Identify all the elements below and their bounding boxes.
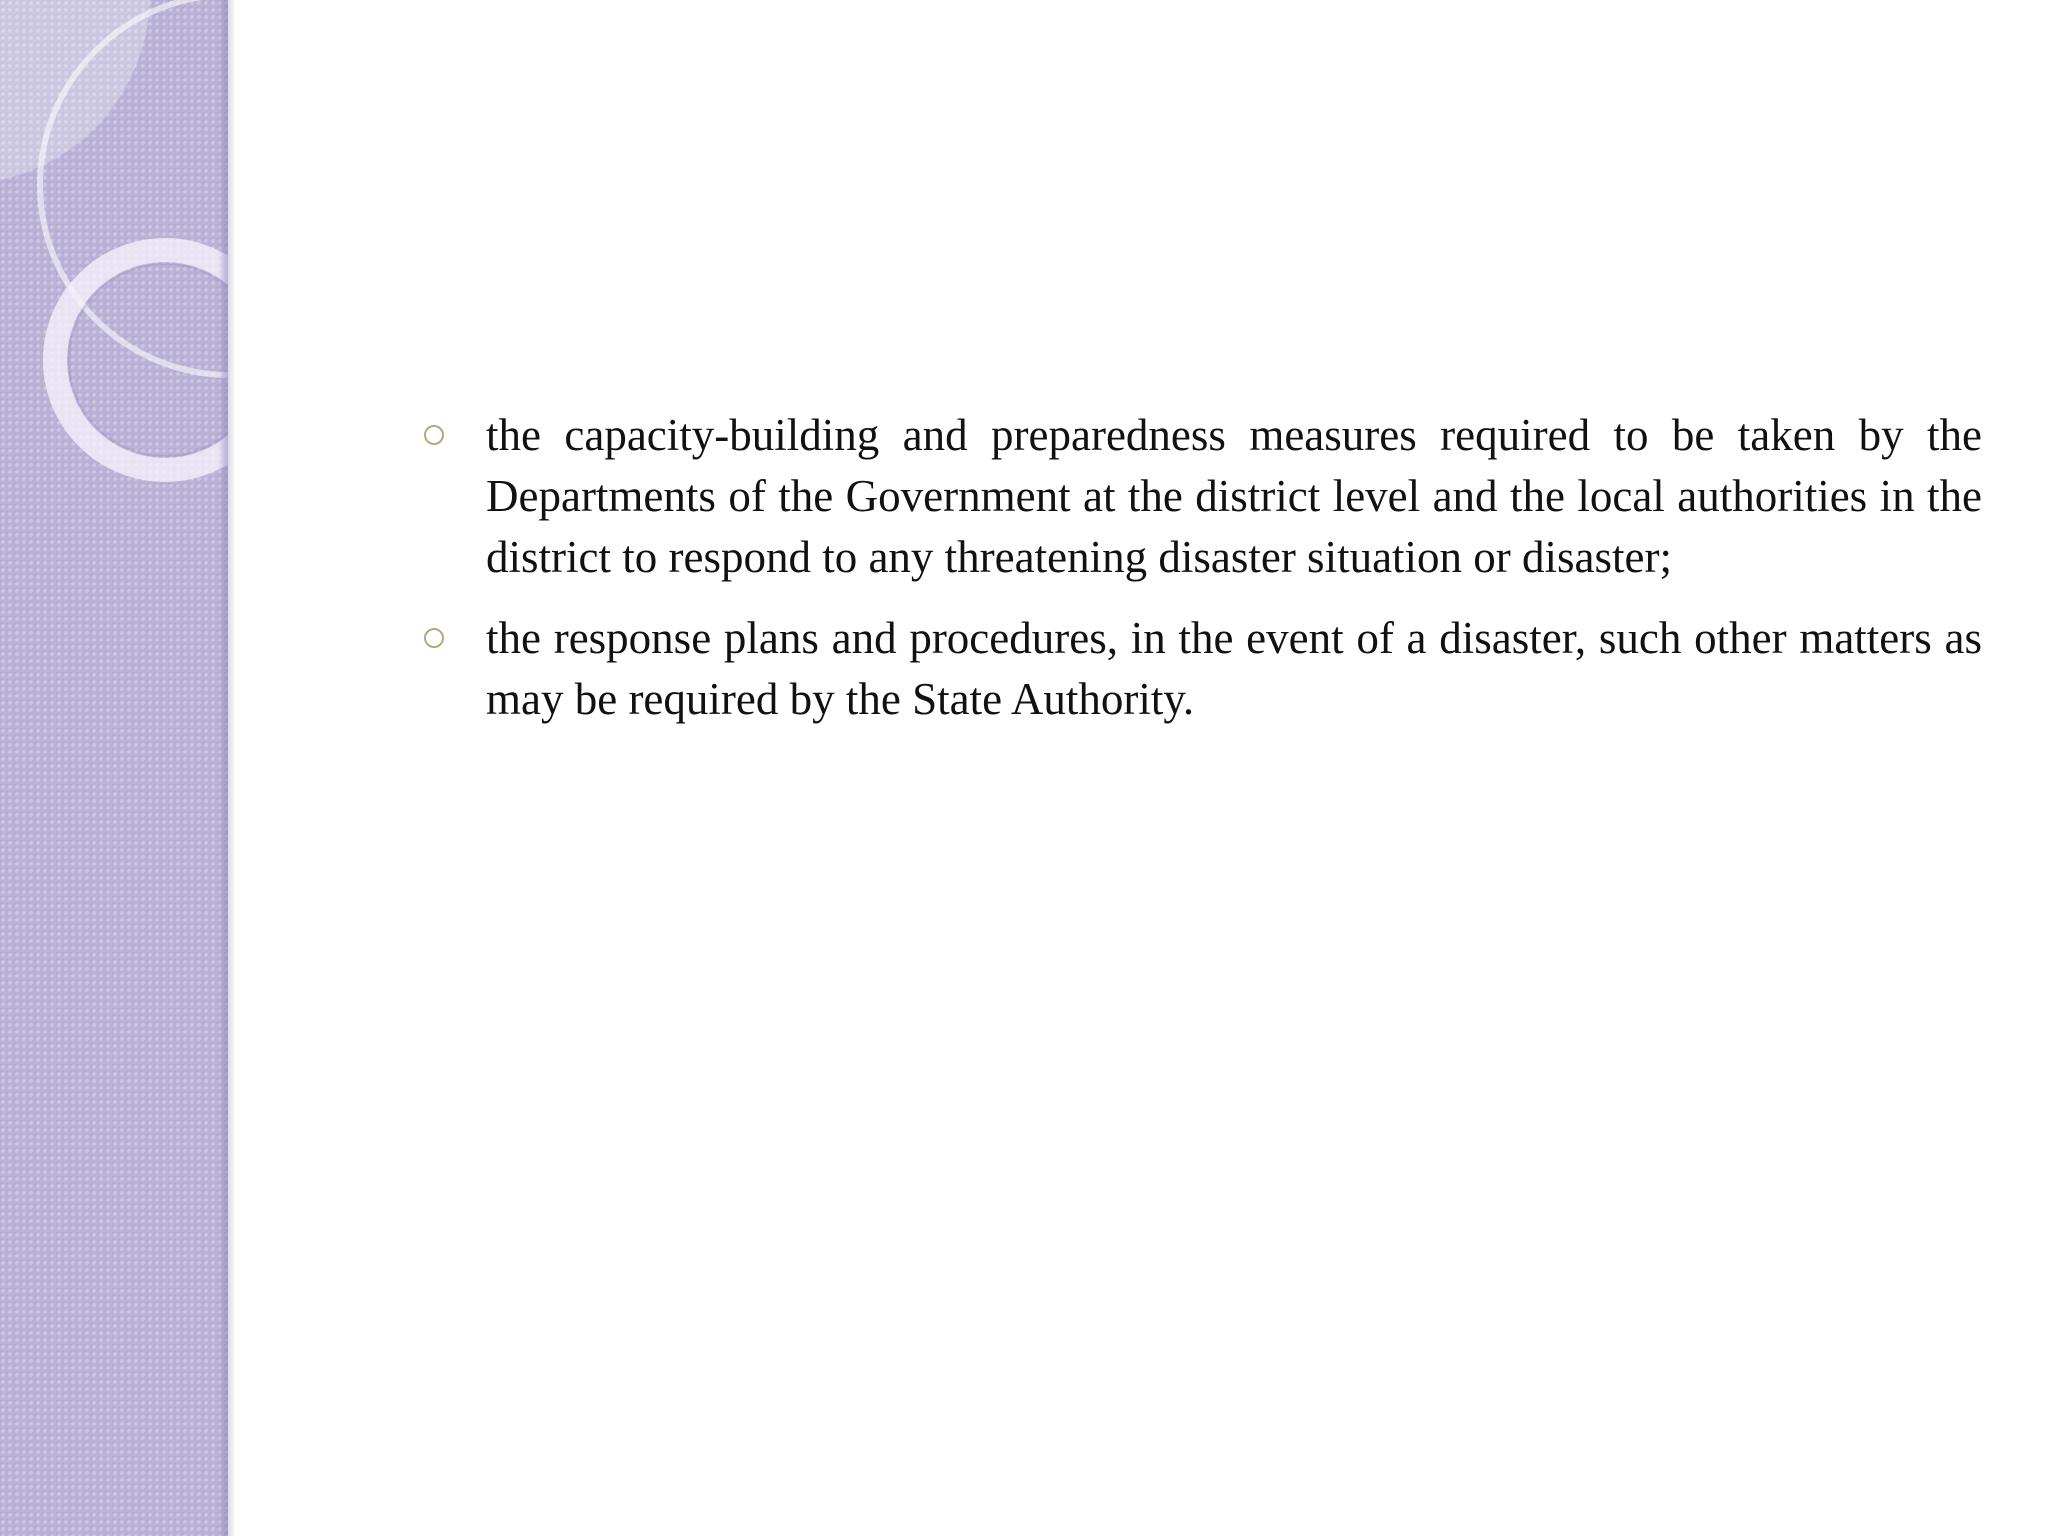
band-edge-shade — [218, 0, 228, 1536]
hollow-circle-bullet-icon — [424, 628, 444, 648]
hollow-circle-bullet-icon — [424, 425, 444, 445]
content-edge-shadow — [228, 0, 236, 1536]
bullet-list — [420, 405, 1982, 750]
decorative-side-band — [0, 0, 228, 1536]
bullet-text: the response plans and procedures, in the event of a disaster, such other matters as may be required by the State Authority. — [486, 613, 1982, 724]
medium-ring-shape — [55, 250, 228, 470]
list-item — [420, 405, 1982, 588]
list-item — [420, 608, 1982, 730]
decorative-rings-icon — [0, 0, 228, 560]
bullet-text: the capacity-building and preparedness measures required to be taken by the Departments of the Government at the district level and the local authorities in the district to respond to any threatening disaster situation or disaster; — [486, 410, 1982, 582]
